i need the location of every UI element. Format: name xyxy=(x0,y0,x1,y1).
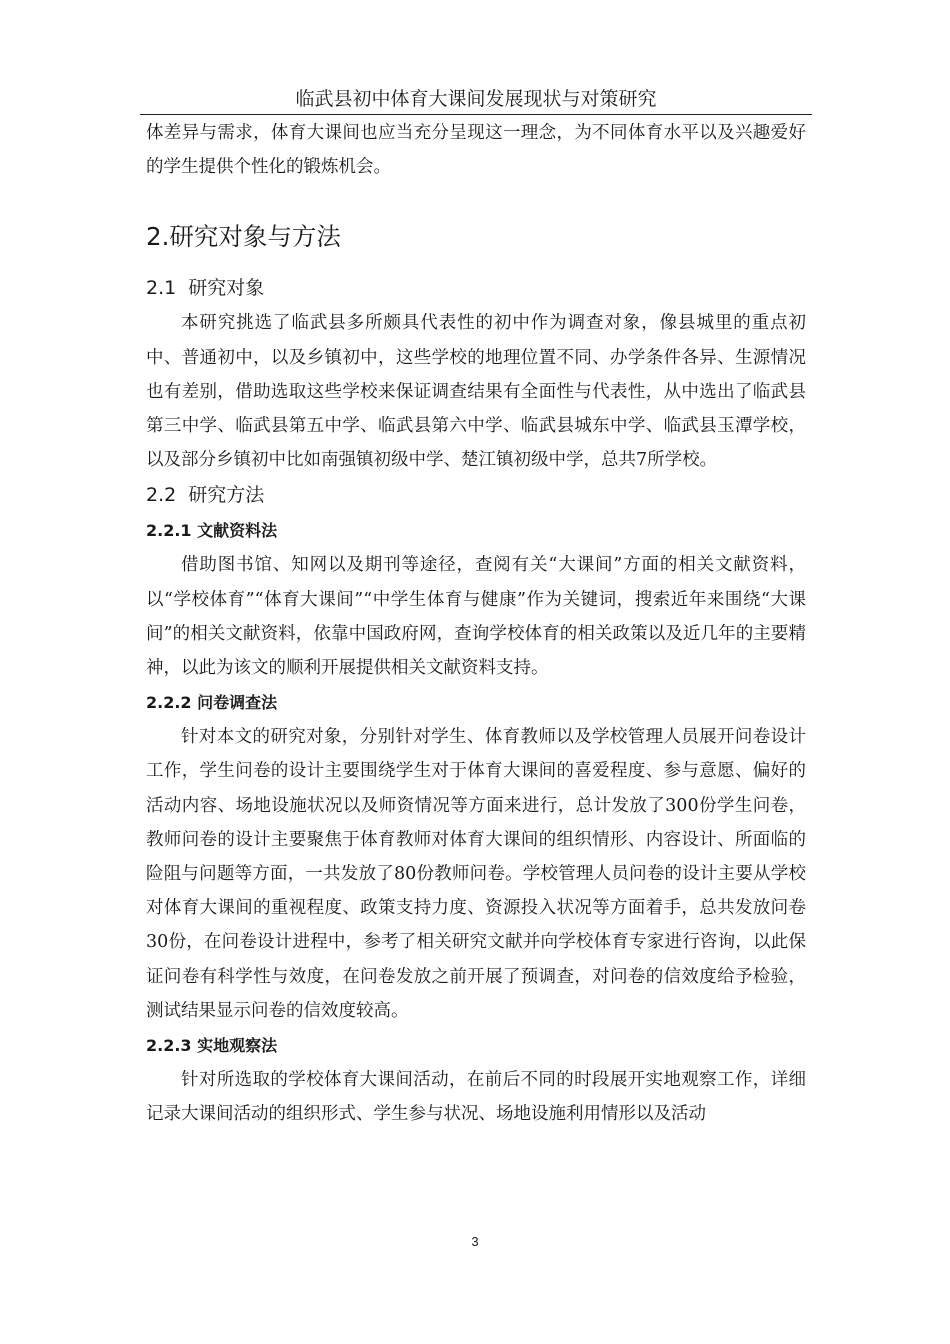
paragraph-observation-method: 针对所选取的学校体育大课间活动，在前后不同的时段展开实地观察工作，详细记录大课间活动的组织形式、学生参与状况、场地设施利用情形以及活动 xyxy=(146,1070,806,1125)
paragraph-questionnaire-method: 针对本文的研究对象，分别针对学生、体育教师以及学校管理人员展开问卷设计工作，学生问卷的设计主要围绕学生对于体育大课间的喜爱程度、参与意愿、偏好的活动内容、场地设施状况以及师资情况等方面来进行，总计发放了300份学生问卷，教师问卷的设计主要聚焦于体育教师对体育大课间的组织情形、内容设计、所面临的险阻与问题等方面，一共发放了80份教师问卷。学校管理人员问卷的设计主要从学校对体育大课间的重视程度、政策支持力度、资源投入状况等方面着手，总共发放问卷30份，在问卷设计进程中，参考了相关研究文献并向学校体育专家进行咨询，以此保证问卷有科学性与效度，在问卷发放之前开展了预调查，对问卷的信效度给予检验，测试结果显示问卷的信效度较高。 xyxy=(146,727,806,1021)
section-heading-2-2 xyxy=(146,477,806,513)
subsection-heading-observation: 2.2.3 实地观察法 xyxy=(146,1036,278,1056)
subsection-heading-questionnaire: 2.2.2 问卷调查法 xyxy=(146,693,278,713)
section-number: 2.1 xyxy=(146,277,177,300)
section-number: 2.2 xyxy=(146,484,177,507)
section-heading-2-1 xyxy=(146,270,806,306)
paragraph-literature-method: 借助图书馆、知网以及期刊等途径，查阅有关“大课间”方面的相关文献资料，以“学校体育”“体育大课间”“中学生体育与健康”作为关键词，搜索近年来围绕“大课间”的相关文献资料，依靠中国政府网，查询学校体育的相关政策以及近几年的主要精神，以此为该文的顺利开展提供相关文献资料支持。 xyxy=(146,555,806,679)
chapter-title: 2.研究对象与方法 xyxy=(146,222,341,252)
page-content xyxy=(146,116,806,1131)
paragraph-research-subjects: 本研究挑选了临武县多所颇具代表性的初中作为调查对象，像县城里的重点初中、普通初中，以及乡镇初中，这些学校的地理位置不同、办学条件各异、生源情况也有差别，借助选取这些学校来保证调查结果有全面性与代表性，从中选出了临武县第三中学、临武县第五中学、临武县第六中学、临武县城东中学、临武县玉潭学校，以及部分乡镇初中比如南强镇初级中学、楚江镇初级中学，总共7所学校。 xyxy=(146,313,806,471)
section-title: 研究方法 xyxy=(188,484,265,507)
continuation-paragraph: 体差异与需求，体育大课间也应当充分呈现这一理念，为不同体育水平以及兴趣爱好的学生提供个性化的锻炼机会。 xyxy=(146,123,806,178)
page-number: 3 xyxy=(471,1234,479,1249)
section-title: 研究对象 xyxy=(188,277,265,300)
running-header: 临武县初中体育大课间发展现状与对策研究 xyxy=(140,84,812,115)
subsection-heading-literature: 2.2.1 文献资料法 xyxy=(146,521,278,541)
